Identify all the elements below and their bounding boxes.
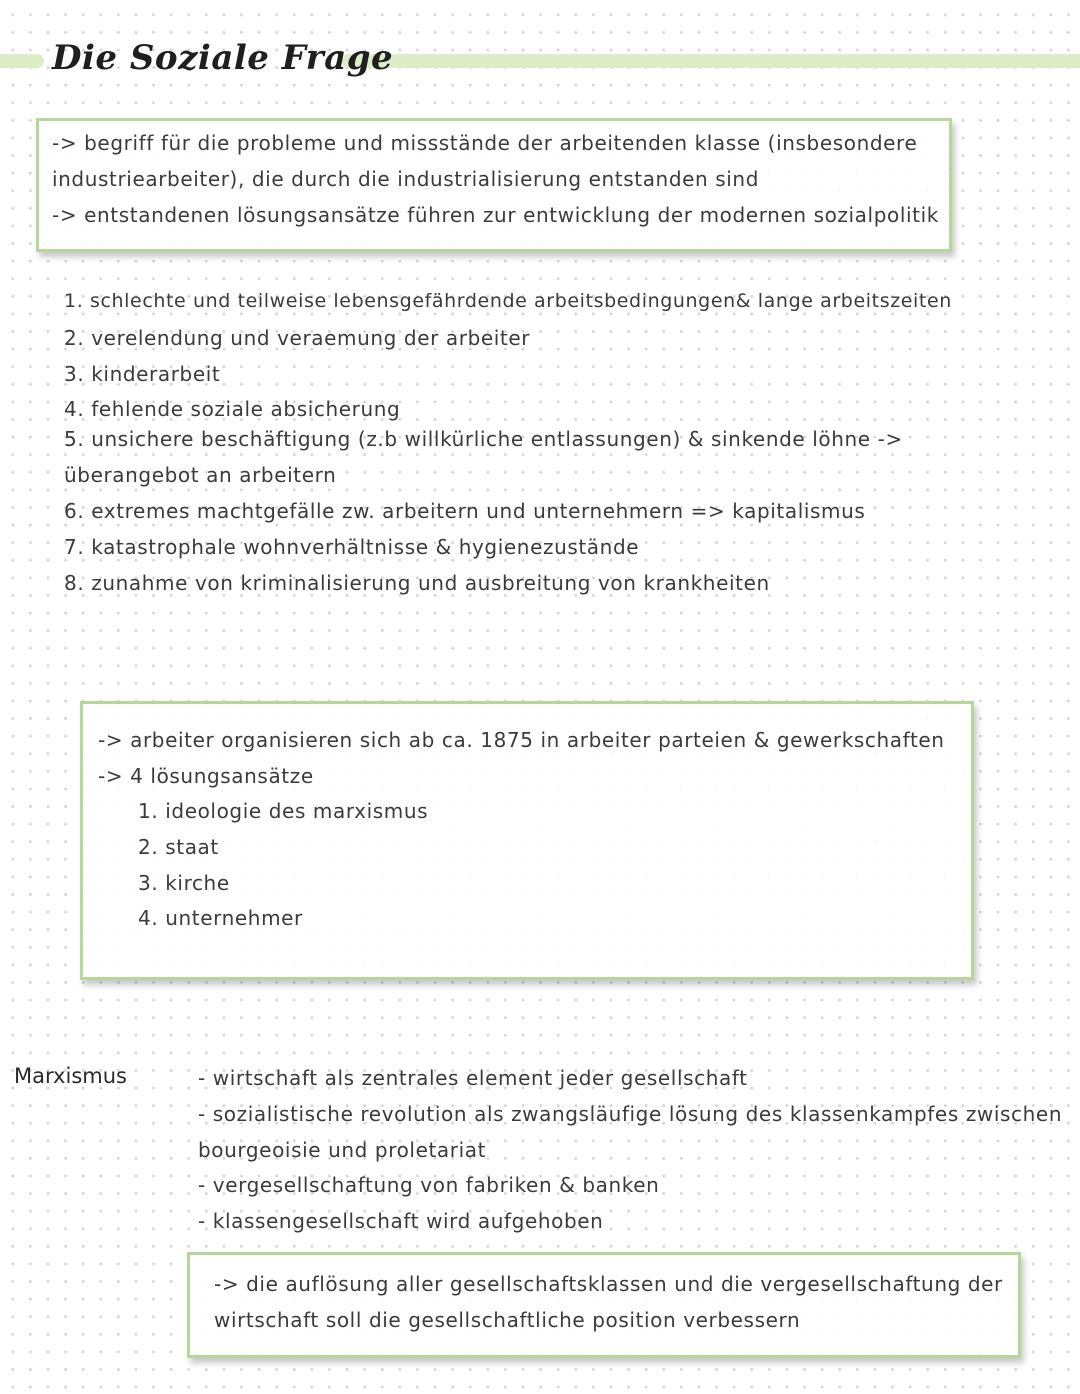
problem-item: 2. verelendung und veraemung der arbeiter xyxy=(64,326,531,350)
problem-item: 6. extremes machtgefälle zw. arbeitern und unternehmern => kapitalismus xyxy=(64,499,866,523)
solutions-intro-line: -> 4 lösungsansätze xyxy=(98,764,314,788)
marxismus-summary-line: wirtschaft soll die gesellschaftliche position verbessern xyxy=(214,1308,801,1332)
problem-item: 7. katastrophale wohnverhältnisse & hygienezustände xyxy=(64,535,640,559)
problem-item: 5. unsichere beschäftigung (z.b willkürliche entlassungen) & sinkende löhne -> xyxy=(64,427,903,451)
title-highlight-right xyxy=(342,54,1080,68)
solution-item: 4. unternehmer xyxy=(138,906,303,930)
solution-item: 1. ideologie des marxismus xyxy=(138,799,429,823)
solution-item: 3. kirche xyxy=(138,871,230,895)
title-highlight-left xyxy=(0,54,44,68)
marxismus-line: - klassengesellschaft wird aufgehoben xyxy=(198,1209,604,1233)
problem-item: 3. kinderarbeit xyxy=(64,362,221,386)
definition-line: industriearbeiter), die durch die industrialisierung entstanden sind xyxy=(52,167,760,191)
marxismus-line: bourgeoisie und proletariat xyxy=(198,1138,487,1162)
definition-line: -> begriff für die probleme und missstände der arbeitenden klasse (insbesondere xyxy=(52,131,918,155)
problem-item: 4. fehlende soziale absicherung xyxy=(64,397,401,421)
definition-line: -> entstandenen lösungsansätze führen zur entwicklung der modernen sozialpolitik xyxy=(52,203,939,227)
marxismus-line: - wirtschaft als zentrales element jeder gesellschaft xyxy=(198,1066,748,1090)
marxismus-label: Marxismus xyxy=(14,1064,127,1088)
problem-item: überangebot an arbeitern xyxy=(64,463,337,487)
solution-item: 2. staat xyxy=(138,835,219,859)
marxismus-summary-line: -> die auflösung aller gesellschaftsklassen und die vergesellschaftung der xyxy=(214,1272,1003,1296)
solutions-intro-line: -> arbeiter organisieren sich ab ca. 1875 in arbeiter parteien & gewerkschaften xyxy=(98,728,945,752)
problem-item: 1. schlechte und teilweise lebensgefährdende arbeitsbedingungen& lange arbeitszeiten xyxy=(64,290,952,312)
marxismus-summary-box xyxy=(187,1252,1021,1358)
problem-item: 8. zunahme von kriminalisierung und ausbreitung von krankheiten xyxy=(64,571,770,595)
marxismus-line: - sozialistische revolution als zwangsläufige lösung des klassenkampfes zwischen xyxy=(198,1102,1063,1126)
page-title: Die Soziale Frage xyxy=(52,38,394,78)
marxismus-line: - vergesellschaftung von fabriken & banken xyxy=(198,1173,660,1197)
